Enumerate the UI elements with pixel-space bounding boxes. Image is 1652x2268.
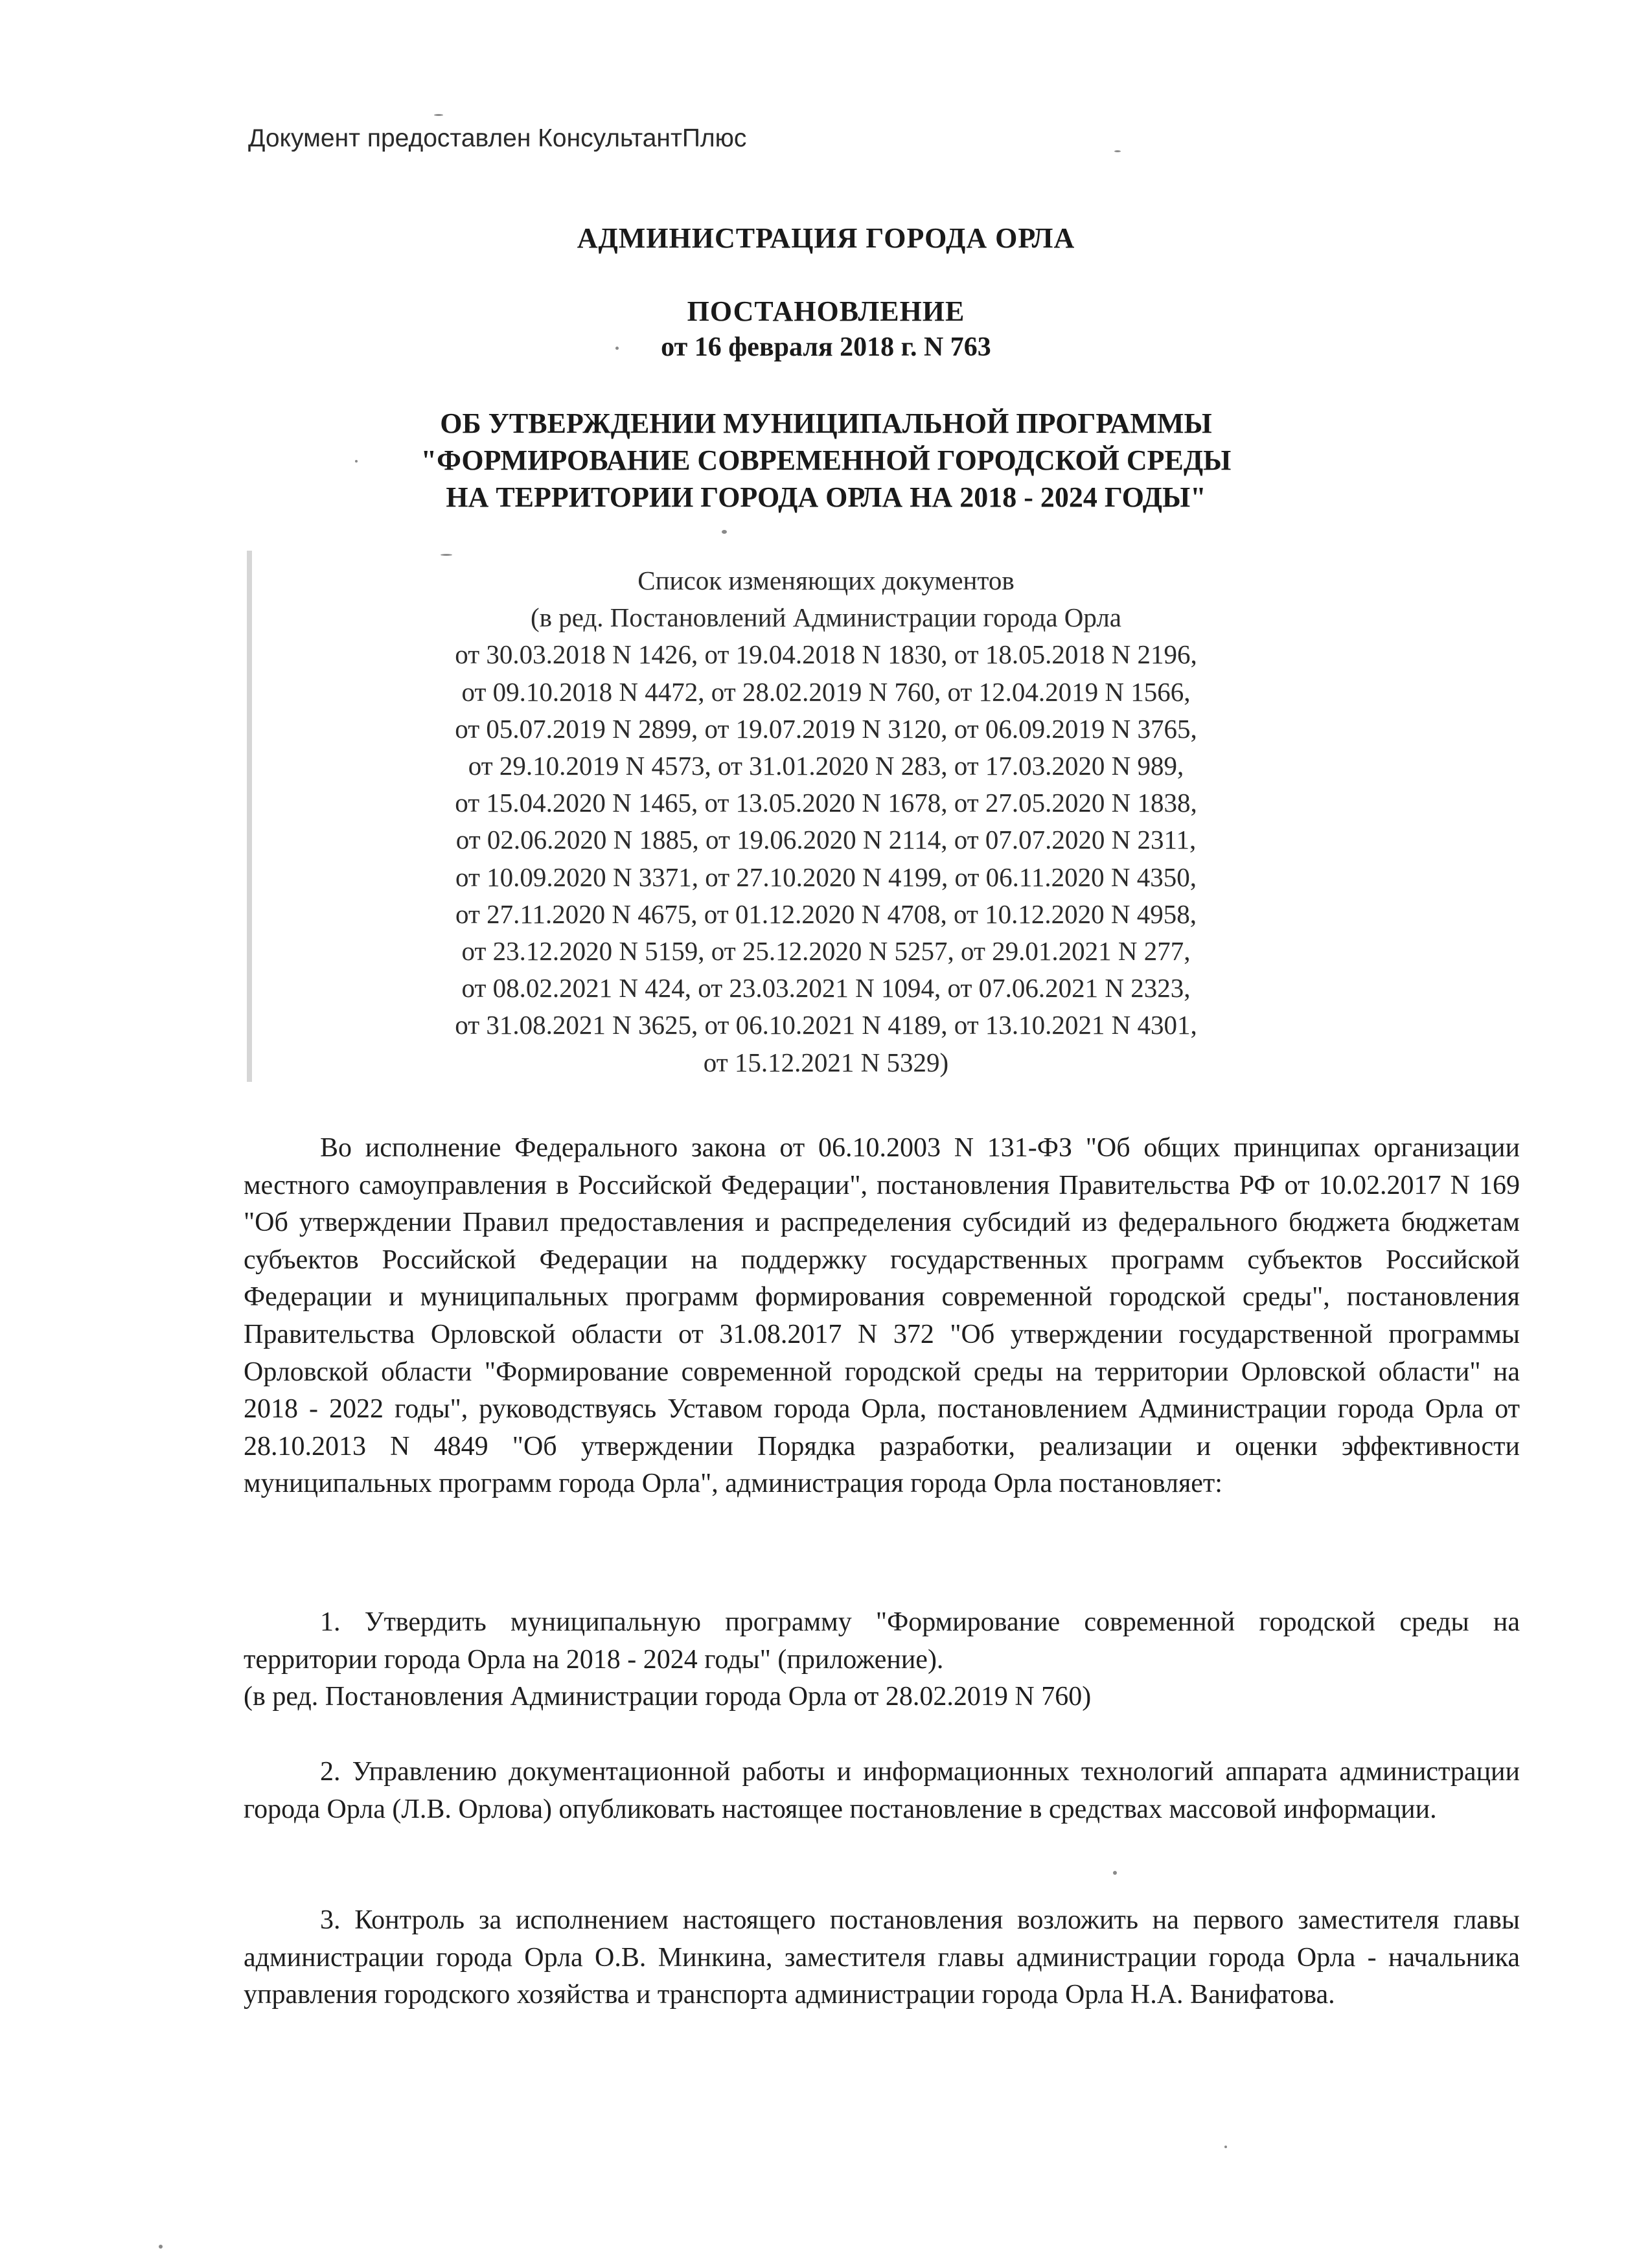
amendment-line: от 15.12.2021 N 5329) [703, 1047, 949, 1077]
preamble-text: Во исполнение Федерального закона от 06.10.2003 N 131-ФЗ "Об общих принципах организации местного самоуправления в Российской Федерации", постановления Правительства РФ от 10.02.2017 N 169 "Об утверждении Правил предоставления и распределения субсидий из федерального бюджета бюджетам субъектов Российской Федерации на поддержку государственных программ субъектов Российской Федерации и муниципальных программ формирования современной городской среды", постановления Правительства Орловской области от 31.08.2017 N 372 "Об утверждении государственной программы Орловской области "Формирование современной городской среды на территории Орловской области" на 2018 - 2022 годы", руководствуясь Уставом города Орла, постановлением Администрации города Орла от 28.10.2013 N 4849 "Об утверждении Порядка разработки, реализации и оценки эффективности муниципальных программ города Орла", администрация города Орла постановляет: [244, 1133, 1520, 1499]
amendment-line: от 05.07.2019 N 2899, от 19.07.2019 N 3120, от 06.09.2019 N 3765, [455, 713, 1197, 744]
scan-speck [355, 460, 358, 463]
title-line: "ФОРМИРОВАНИЕ СОВРЕМЕННОЙ ГОРОДСКОЙ СРЕДЫ [420, 444, 1232, 476]
provider-note: Документ предоставлен КонсультантПлюс [248, 124, 747, 152]
scan-speck [1114, 150, 1121, 152]
scan-speck [441, 554, 452, 556]
scan-speck [1113, 1871, 1117, 1875]
amendment-line: от 15.04.2020 N 1465, от 13.05.2020 N 1678, от 27.05.2020 N 1838, [455, 788, 1197, 818]
title-line: НА ТЕРРИТОРИИ ГОРОДА ОРЛА НА 2018 - 2024 ГОДЫ" [446, 481, 1206, 513]
scan-speck [722, 530, 727, 534]
item-3-text: 3. Контроль за исполнением настоящего постановления возложить на первого заместителя главы администрации города Орла О.В. Минкина, заместителя главы администрации города Орла - начальника управления городского хозяйства и транспорта администрации города Орла Н.А. Ванифатова. [244, 1905, 1520, 2010]
amendment-line: от 23.12.2020 N 5159, от 25.12.2020 N 5257, от 29.01.2021 N 277, [461, 936, 1191, 967]
scan-speck [159, 2245, 163, 2249]
amendment-line: от 10.09.2020 N 3371, от 27.10.2020 N 4199, от 06.11.2020 N 4350, [455, 862, 1197, 892]
issuing-authority: АДМИНИСТРАЦИЯ ГОРОДА ОРЛА [577, 222, 1075, 254]
resolution-item-2 [244, 1754, 1520, 1828]
amendment-line: от 08.02.2021 N 424, от 23.03.2021 N 1094, от 07.06.2021 N 2323, [461, 973, 1191, 1003]
document-title [0, 405, 1652, 516]
amendment-line: от 02.06.2020 N 1885, от 19.06.2020 N 2114, от 07.07.2020 N 2311, [455, 825, 1197, 855]
preamble-paragraph [244, 1130, 1520, 1503]
amendment-line: от 31.08.2021 N 3625, от 06.10.2021 N 4189, от 13.10.2021 N 4301, [455, 1010, 1197, 1040]
resolution-item-1 [244, 1604, 1520, 1678]
amendment-line: от 09.10.2018 N 4472, от 28.02.2019 N 760, от 12.04.2019 N 1566, [461, 676, 1191, 707]
resolution-item-3 [244, 1902, 1520, 2014]
amendments-heading: Список изменяющих документов [637, 566, 1015, 595]
amendments-list [0, 562, 1652, 1081]
item-1-text: 1. Утвердить муниципальную программу "Формирование современной городской среды на территории города Орла на 2018 - 2024 годы" (приложение). [244, 1607, 1520, 1675]
scan-speck [1224, 2146, 1227, 2148]
scan-speck [615, 347, 619, 350]
amendment-line: от 30.03.2018 N 1426, от 19.04.2018 N 1830, от 18.05.2018 N 2196, [455, 639, 1197, 670]
item-1-amendment-note: (в ред. Постановления Администрации города Орла от 28.02.2019 N 760) [244, 1682, 1092, 1712]
amendment-line: от 27.11.2020 N 4675, от 01.12.2020 N 4708, от 10.12.2020 N 4958, [455, 899, 1197, 929]
document-date: от 16 февраля 2018 г. N 763 [661, 332, 991, 362]
amendment-line: от 29.10.2019 N 4573, от 31.01.2020 N 283, от 17.03.2020 N 989, [468, 751, 1184, 781]
title-line: ОБ УТВЕРЖДЕНИИ МУНИЦИПАЛЬНОЙ ПРОГРАММЫ [440, 407, 1212, 439]
amendment-line: (в ред. Постановлений Администрации города Орла [531, 602, 1121, 633]
document-type: ПОСТАНОВЛЕНИЕ [687, 295, 965, 327]
scan-speck [434, 114, 443, 116]
item-2-text: 2. Управлению документационной работы и информационных технологий аппарата администрации города Орла (Л.В. Орлова) опубликовать настоящее постановление в средствах массовой информации. [244, 1757, 1520, 1824]
